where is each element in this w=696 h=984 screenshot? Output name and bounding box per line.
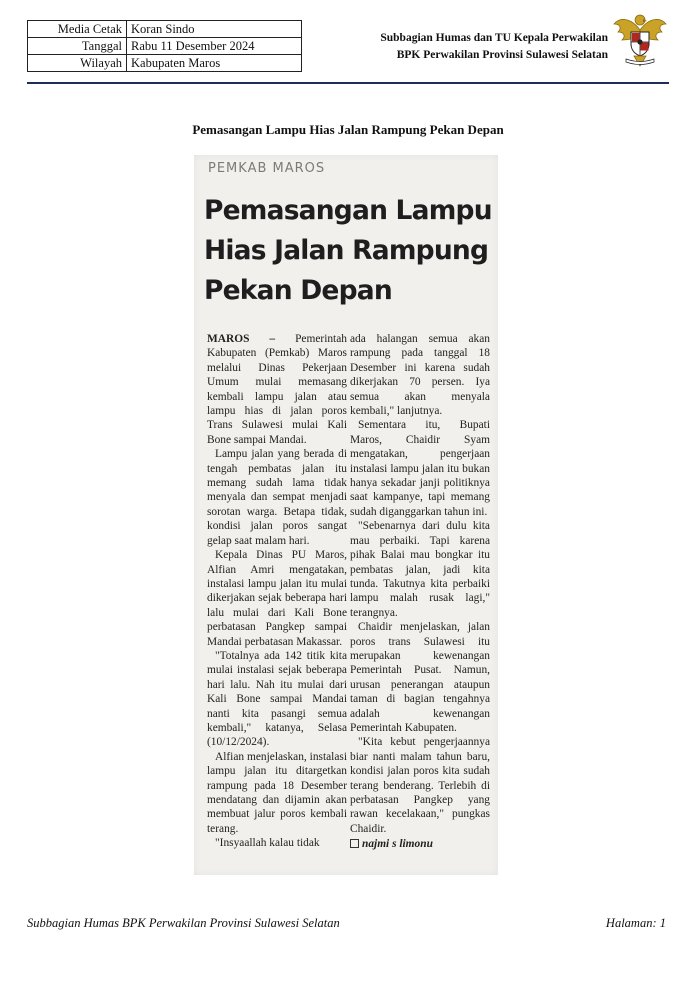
article-byline xyxy=(350,837,490,851)
media-meta-table xyxy=(27,20,302,72)
meta-value: Kabupaten Maros xyxy=(127,55,302,72)
article-paragraph: Lampu jalan yang berada di tengah pembatas jalan itu memang sudah lama tidak menyala dan sempat menjadi sorotan warga. Betapa tidak, kondisi jalan poros sangat gelap saat malam hari. xyxy=(207,448,347,547)
article-paragraph: Alfian menjelaskan, instalasi lampu jalan itu ditargetkan rampung pada 18 Desember mendatang dan dijamin akan membuat jalur poros kembali terang. xyxy=(207,750,347,835)
header-divider xyxy=(27,82,669,84)
article-paragraph: "Insyaallah kalau tidak xyxy=(215,837,320,850)
meta-label: Wilayah xyxy=(28,55,127,72)
meta-value: Koran Sindo xyxy=(127,21,302,38)
document-title: Pemasangan Lampu Hias Jalan Rampung Pekan Depan xyxy=(192,122,504,137)
paragraph-text: Pemerintah Kabupaten (Pemkab) Maros melalui Dinas Pekerjaan Umum mulai memasang kembali lampu jalan atau lampu hias di jalan poros Trans Sulawesi mulai Kali Bone sampai Mandai. xyxy=(207,333,347,446)
meta-label: Tanggal xyxy=(28,38,127,55)
garuda-emblem-icon xyxy=(612,10,668,68)
square-bullet-icon xyxy=(350,839,359,848)
article-dateline: MAROS – xyxy=(207,333,276,345)
article-paragraph: "Kita kebut pengerjaannya biar nanti malam tahun baru, kondisi jalan poros kita sudah terang benderang. Terlebih di perbatasan Pangkep yang rawan kecelakaan," pungkas Chaidir. xyxy=(350,736,490,835)
byline-text: najmi s limonu xyxy=(362,838,433,851)
article-paragraph: Sementara itu, Bupati Maros, Chaidir Syam mengatakan, pengerjaan instalasi lampu jalan itu bukan hanya sekadar janji politiknya saat kampanye, tapi memang sudah diganggarkan tahun ini. xyxy=(350,419,490,518)
meta-row-date xyxy=(28,38,302,55)
article-paragraph: ada halangan semua akan rampung pada tanggal 18 Desember ini karena sudah dikerjakan 70 persen. Iya semua akan menyala kembali," lanjutnya. xyxy=(350,333,490,418)
article-paragraph xyxy=(207,332,347,447)
article-paragraph: "Totalnya ada 142 titik kita mulai instalasi sejak beberapa hari lalu. Nah itu mulai dari Kali Bone sampai Mandai nanti kita pasangi semua kembali," katanya, Selasa (10/12/2024). xyxy=(207,649,347,749)
newspaper-clipping xyxy=(194,155,498,875)
agency-header xyxy=(380,30,608,64)
agency-line-2: BPK Perwakilan Provinsi Sulawesi Selatan xyxy=(396,49,608,61)
meta-row-media xyxy=(28,21,302,38)
footer-agency: Subbagian Humas BPK Perwakilan Provinsi Sulawesi Selatan xyxy=(27,916,340,930)
article-column-left xyxy=(207,332,347,851)
meta-row-region xyxy=(28,55,302,72)
meta-value: Rabu 11 Desember 2024 xyxy=(127,38,302,55)
article-paragraph: "Sebenarnya dari dulu kita mau perbaiki. Tapi karena pihak Balai mau bongkar itu pembatas jalan, jadi kita tunda. Takutnya kita perbaiki lampu malah rusak lagi," terangnya. xyxy=(350,520,490,619)
clipping-headline: Pemasangan Lampu Hias Jalan Rampung Pekan Depan xyxy=(204,195,492,306)
clipping-kicker: PEMKAB MAROS xyxy=(208,161,326,176)
agency-line-1: Subbagian Humas dan TU Kepala Perwakilan xyxy=(380,32,608,44)
page-number: Halaman: 1 xyxy=(605,916,666,930)
article-column-right xyxy=(350,332,490,852)
article-paragraph: Chaidir menjelaskan, jalan poros trans Sulawesi itu merupakan kewenangan Pemerintah Pusat. Namun, urusan penerangan ataupun taman di bagian tengahnya adalah kewenangan Pemerintah Kabupaten. xyxy=(350,621,490,734)
article-paragraph: Kepala Dinas PU Maros, Alfian Amri mengatakan, instalasi lampu jalan itu mulai dikerjakan sejak beberapa hari lalu mulai dari Kali Bone perbatasan Pangkep sampai Mandai perbatasan Makassar. xyxy=(207,549,347,648)
meta-label: Media Cetak xyxy=(28,21,127,38)
